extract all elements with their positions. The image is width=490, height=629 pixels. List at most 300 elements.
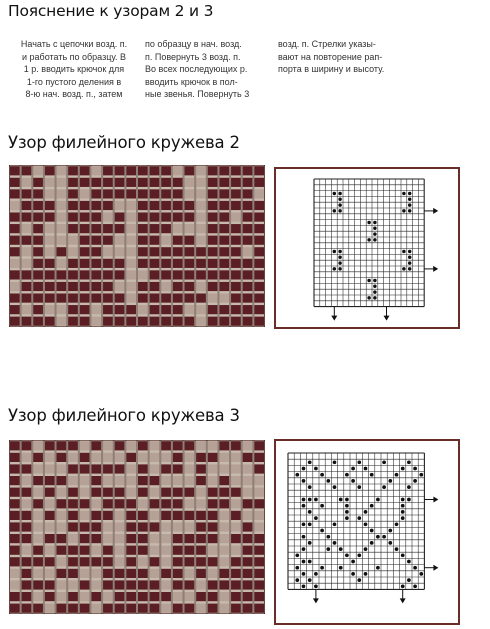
- filled-mesh-cell: [56, 579, 68, 591]
- chart-dot: [351, 467, 355, 471]
- filled-mesh-cell: [56, 234, 68, 246]
- filled-mesh-cell: [32, 463, 44, 475]
- filled-mesh-cell: [44, 521, 56, 533]
- yarn-post: [78, 165, 80, 327]
- chart-dot: [376, 566, 380, 570]
- chart-dot: [333, 460, 337, 464]
- filled-mesh-cell: [102, 452, 114, 464]
- filled-mesh-cell: [218, 521, 230, 533]
- filled-mesh-cell: [67, 579, 79, 591]
- yarn-post: [136, 165, 138, 327]
- text-line: по образцу в нач. возд.: [145, 39, 242, 49]
- filled-mesh-cell: [90, 568, 102, 580]
- filled-mesh-cell: [195, 440, 207, 452]
- filled-mesh-cell: [9, 258, 21, 270]
- filled-mesh-cell: [79, 475, 91, 487]
- text-line: ные звенья. Повернуть 3: [145, 89, 250, 99]
- filled-mesh-cell: [21, 177, 33, 189]
- filled-mesh-cell: [160, 234, 172, 246]
- filled-mesh-cell: [125, 281, 137, 293]
- filled-mesh-cell: [125, 223, 137, 235]
- filled-mesh-cell: [32, 521, 44, 533]
- chart-dot: [407, 498, 411, 502]
- filled-mesh-cell: [230, 463, 242, 475]
- filled-mesh-cell: [21, 498, 33, 510]
- chart-dot: [357, 460, 361, 464]
- yarn-post: [194, 165, 196, 327]
- filled-mesh-cell: [32, 486, 44, 498]
- filled-mesh-cell: [125, 292, 137, 304]
- chart-dot: [413, 584, 417, 588]
- chart-dot: [364, 467, 368, 471]
- filled-mesh-cell: [195, 177, 207, 189]
- filled-mesh-cell: [149, 568, 161, 580]
- chart-dot: [395, 522, 399, 526]
- chart-dot: [401, 498, 405, 502]
- chart-dot: [364, 572, 368, 576]
- chart-dot: [295, 473, 299, 477]
- filled-mesh-cell: [21, 258, 33, 270]
- filled-mesh-cell: [21, 246, 33, 258]
- yarn-post: [217, 165, 219, 327]
- yarn-post: [159, 165, 161, 327]
- filled-mesh-cell: [56, 521, 68, 533]
- yarn-post: [55, 440, 57, 614]
- filled-mesh-cell: [9, 281, 21, 293]
- chart-dot: [370, 504, 374, 508]
- filled-mesh-cell: [102, 475, 114, 487]
- filled-mesh-cell: [218, 292, 230, 304]
- filled-mesh-cell: [125, 246, 137, 258]
- filled-mesh-cell: [172, 475, 184, 487]
- filled-mesh-cell: [218, 510, 230, 522]
- filled-mesh-cell: [242, 475, 254, 487]
- filled-mesh-cell: [21, 223, 33, 235]
- chart-dot: [388, 479, 392, 483]
- filled-mesh-cell: [21, 304, 33, 316]
- text-line: возд. п. Стрелки указы-: [278, 39, 376, 49]
- yarn-post: [20, 440, 22, 614]
- chart-dot: [314, 467, 318, 471]
- filled-mesh-cell: [149, 440, 161, 452]
- yarn-post: [31, 165, 33, 327]
- filled-mesh-cell: [195, 165, 207, 177]
- chart-dot: [401, 553, 405, 557]
- chart-dot: [333, 209, 336, 212]
- chart-dot: [373, 227, 376, 230]
- filled-mesh-cell: [160, 602, 172, 614]
- filled-mesh-cell: [242, 486, 254, 498]
- filled-mesh-cell: [102, 246, 114, 258]
- filled-mesh-cell: [195, 486, 207, 498]
- filled-mesh-cell: [184, 463, 196, 475]
- filled-mesh-cell: [114, 200, 126, 212]
- filled-mesh-cell: [56, 463, 68, 475]
- chart-dot: [302, 467, 306, 471]
- yarn-post: [66, 165, 68, 327]
- explanation-column-2: [145, 38, 269, 101]
- chart-dot: [408, 256, 411, 259]
- filled-mesh-cell: [125, 269, 137, 281]
- filled-mesh-cell: [184, 568, 196, 580]
- yarn-post: [101, 440, 103, 614]
- filled-mesh-cell: [184, 591, 196, 603]
- filled-mesh-cell: [9, 579, 21, 591]
- pattern-2-chart-frame: [274, 167, 460, 329]
- chart-dot: [302, 584, 306, 588]
- filled-mesh-cell: [44, 304, 56, 316]
- chart-dot: [338, 250, 341, 253]
- filled-mesh-cell: [56, 591, 68, 603]
- chart-dot: [407, 578, 411, 582]
- chart-dot: [295, 553, 299, 557]
- chart-dot: [357, 553, 361, 557]
- filled-mesh-cell: [184, 223, 196, 235]
- chart-dot: [408, 250, 411, 253]
- filled-mesh-cell: [125, 440, 137, 452]
- chart-dot: [333, 541, 337, 545]
- chart-dot: [408, 209, 411, 212]
- filled-mesh-cell: [207, 440, 219, 452]
- chart-dot: [333, 192, 336, 195]
- filled-mesh-cell: [9, 568, 21, 580]
- chart-dot: [373, 290, 376, 293]
- yarn-post: [55, 165, 57, 327]
- text-line: Начать с цепочки возд. п.: [20, 39, 128, 49]
- chart-dot: [395, 473, 399, 477]
- filled-mesh-cell: [67, 452, 79, 464]
- filled-mesh-cell: [114, 475, 126, 487]
- filled-mesh-cell: [125, 200, 137, 212]
- chart-dot: [333, 250, 336, 253]
- chart-dot: [367, 238, 370, 241]
- yarn-post: [183, 440, 185, 614]
- filled-mesh-cell: [207, 475, 219, 487]
- filled-mesh-cell: [32, 591, 44, 603]
- filled-mesh-cell: [90, 544, 102, 556]
- chart-dot: [302, 522, 306, 526]
- chart-dot: [364, 522, 368, 526]
- yarn-post: [159, 440, 161, 614]
- chart-dot: [314, 572, 318, 576]
- filled-mesh-cell: [125, 463, 137, 475]
- filled-mesh-cell: [56, 486, 68, 498]
- filled-mesh-cell: [218, 602, 230, 614]
- filled-mesh-cell: [114, 234, 126, 246]
- yarn-post: [171, 440, 173, 614]
- yarn-post: [171, 165, 173, 327]
- chart-dot: [408, 203, 411, 206]
- filled-mesh-cell: [90, 498, 102, 510]
- chart-dot: [295, 566, 299, 570]
- filled-mesh-cell: [32, 165, 44, 177]
- chart-dot: [367, 221, 370, 224]
- chart-dot: [413, 566, 417, 570]
- chart-dot: [326, 479, 330, 483]
- arrow-head-icon: [433, 497, 438, 503]
- filled-mesh-cell: [230, 475, 242, 487]
- text-line: и работать по образцу. В: [22, 51, 126, 62]
- filled-mesh-cell: [67, 234, 79, 246]
- filled-mesh-cell: [79, 568, 91, 580]
- filled-mesh-cell: [195, 211, 207, 223]
- filled-mesh-cell: [125, 211, 137, 223]
- filled-mesh-cell: [218, 591, 230, 603]
- filled-mesh-cell: [56, 223, 68, 235]
- filled-mesh-cell: [114, 281, 126, 293]
- filled-mesh-cell: [114, 246, 126, 258]
- filled-mesh-cell: [184, 475, 196, 487]
- chart-dot: [333, 485, 337, 489]
- explanation-column-1: [10, 38, 138, 101]
- chart-dot: [339, 498, 343, 502]
- text-line: 1-го пустого деления в: [26, 76, 122, 87]
- chart-dot: [345, 504, 349, 508]
- arrow-head-icon: [433, 565, 438, 571]
- filled-mesh-cell: [114, 544, 126, 556]
- chart-dot: [408, 198, 411, 201]
- filled-mesh-cell: [32, 440, 44, 452]
- filled-mesh-cell: [218, 533, 230, 545]
- filled-mesh-cell: [149, 486, 161, 498]
- filled-mesh-cell: [125, 475, 137, 487]
- filled-mesh-cell: [114, 510, 126, 522]
- yarn-post: [252, 165, 254, 327]
- chart-dot: [314, 516, 318, 520]
- filled-mesh-cell: [218, 463, 230, 475]
- chart-dot: [413, 467, 417, 471]
- filled-mesh-cell: [56, 556, 68, 568]
- chart-dot: [376, 535, 380, 539]
- chart-dot: [338, 209, 341, 212]
- chart-dot: [408, 192, 411, 195]
- chart-dot: [320, 473, 324, 477]
- filled-mesh-cell: [56, 188, 68, 200]
- text-line: вают на повторение рап-: [278, 51, 383, 62]
- text-line: 8-ю нач. возд. п., затем: [25, 89, 123, 99]
- filled-mesh-cell: [253, 510, 265, 522]
- text-line: порта в ширину и высоту.: [278, 64, 385, 74]
- yarn-post: [101, 165, 103, 327]
- arrow-head-icon: [400, 598, 406, 603]
- filled-mesh-cell: [137, 498, 149, 510]
- chart-dot: [320, 529, 324, 533]
- pattern-3-photo: [9, 440, 265, 614]
- filled-mesh-cell: [32, 533, 44, 545]
- filled-mesh-cell: [242, 246, 254, 258]
- chart-dot: [351, 479, 355, 483]
- yarn-post: [20, 165, 22, 327]
- yarn-post: [78, 440, 80, 614]
- chart-dot: [338, 256, 341, 259]
- filled-mesh-cell: [207, 463, 219, 475]
- yarn-post: [206, 165, 208, 327]
- filled-mesh-cell: [184, 177, 196, 189]
- filled-mesh-cell: [21, 475, 33, 487]
- chart-dot: [407, 560, 411, 564]
- filled-mesh-cell: [172, 521, 184, 533]
- chart-dot: [302, 504, 306, 508]
- filled-mesh-cell: [79, 510, 91, 522]
- filled-mesh-cell: [90, 315, 102, 327]
- filled-mesh-cell: [184, 498, 196, 510]
- chart-dot: [419, 473, 423, 477]
- chart-dot: [308, 498, 312, 502]
- filled-mesh-cell: [160, 533, 172, 545]
- chart-dot: [367, 279, 370, 282]
- filled-mesh-cell: [90, 452, 102, 464]
- filled-mesh-cell: [44, 544, 56, 556]
- pattern-3-chart: [276, 441, 458, 623]
- filled-mesh-cell: [114, 533, 126, 545]
- text-line: 1 р. вводить крючок для: [23, 64, 125, 74]
- arrow-head-icon: [331, 316, 337, 321]
- chart-dot: [370, 529, 374, 533]
- filled-mesh-cell: [230, 452, 242, 464]
- filled-mesh-cell: [21, 544, 33, 556]
- yarn-post: [148, 440, 150, 614]
- yarn-post: [113, 165, 115, 327]
- filled-mesh-cell: [56, 510, 68, 522]
- arrow-head-icon: [384, 316, 390, 321]
- yarn-post: [124, 440, 126, 614]
- filled-mesh-cell: [149, 510, 161, 522]
- filled-mesh-cell: [56, 177, 68, 189]
- filled-mesh-cell: [114, 556, 126, 568]
- filled-mesh-cell: [90, 579, 102, 591]
- filled-mesh-cell: [79, 188, 91, 200]
- filled-mesh-cell: [56, 200, 68, 212]
- yarn-post: [183, 165, 185, 327]
- filled-mesh-cell: [253, 486, 265, 498]
- filled-mesh-cell: [195, 304, 207, 316]
- filled-mesh-cell: [160, 452, 172, 464]
- filled-mesh-cell: [160, 544, 172, 556]
- yarn-post: [31, 440, 33, 614]
- filled-mesh-cell: [230, 521, 242, 533]
- chart-dot: [402, 250, 405, 253]
- filled-mesh-cell: [207, 544, 219, 556]
- filled-mesh-cell: [242, 463, 254, 475]
- chart-dot: [320, 566, 324, 570]
- filled-mesh-cell: [56, 165, 68, 177]
- filled-mesh-cell: [160, 281, 172, 293]
- filled-mesh-cell: [102, 533, 114, 545]
- chart-dot: [338, 203, 341, 206]
- pattern-3-title: Узор филейного кружева 3: [8, 406, 240, 425]
- filled-mesh-cell: [102, 440, 114, 452]
- chart-dot: [302, 479, 306, 483]
- filled-mesh-cell: [149, 463, 161, 475]
- chart-dot: [339, 547, 343, 551]
- chart-dot: [376, 498, 380, 502]
- yarn-post: [252, 440, 254, 614]
- yarn-post: [206, 440, 208, 614]
- filled-mesh-cell: [90, 304, 102, 316]
- chart-dot: [308, 522, 312, 526]
- filled-mesh-cell: [207, 568, 219, 580]
- filled-mesh-cell: [44, 223, 56, 235]
- filled-mesh-cell: [137, 304, 149, 316]
- chart-dot: [373, 232, 376, 235]
- chart-dot: [370, 541, 374, 545]
- filled-mesh-cell: [184, 188, 196, 200]
- chart-dot: [302, 498, 306, 502]
- chart-dot: [401, 510, 405, 514]
- chart-dot: [351, 572, 355, 576]
- chart-dot: [357, 578, 361, 582]
- chart-dot: [382, 460, 386, 464]
- filled-mesh-cell: [44, 463, 56, 475]
- explanation-column-3: [278, 38, 402, 76]
- chart-dot: [373, 285, 376, 288]
- chart-dot: [413, 479, 417, 483]
- yarn-post: [229, 440, 231, 614]
- chart-dot: [408, 261, 411, 264]
- chart-dot: [295, 578, 299, 582]
- filled-mesh-cell: [137, 269, 149, 281]
- chart-dot: [364, 510, 368, 514]
- chart-dot: [388, 541, 392, 545]
- filled-mesh-cell: [184, 452, 196, 464]
- filled-mesh-cell: [56, 304, 68, 316]
- filled-mesh-cell: [114, 452, 126, 464]
- filled-mesh-cell: [172, 223, 184, 235]
- chart-dot: [314, 498, 318, 502]
- pattern-2-photo: [9, 165, 265, 327]
- filled-mesh-cell: [184, 304, 196, 316]
- filled-mesh-cell: [102, 591, 114, 603]
- chart-dot: [382, 535, 386, 539]
- chart-dot: [308, 485, 312, 489]
- filled-mesh-cell: [90, 165, 102, 177]
- chart-dot: [408, 267, 411, 270]
- filled-mesh-cell: [125, 258, 137, 270]
- arrow-head-icon: [433, 208, 438, 214]
- yarn-post: [229, 165, 231, 327]
- text-line: п. Повернуть 3 возд. п.: [145, 51, 241, 62]
- filled-mesh-cell: [137, 556, 149, 568]
- chart-dot: [401, 516, 405, 520]
- chart-dot: [333, 522, 337, 526]
- filled-mesh-cell: [195, 602, 207, 614]
- filled-mesh-cell: [195, 579, 207, 591]
- chart-dot: [345, 516, 349, 520]
- filled-mesh-cell: [218, 556, 230, 568]
- chart-dot: [364, 547, 368, 551]
- text-line: вводить крючок в пол-: [145, 76, 238, 87]
- chart-dot: [402, 209, 405, 212]
- filled-mesh-cell: [44, 452, 56, 464]
- filled-mesh-cell: [137, 452, 149, 464]
- chart-dot: [345, 473, 349, 477]
- chart-dot: [302, 535, 306, 539]
- chart-dot: [302, 547, 306, 551]
- filled-mesh-cell: [44, 568, 56, 580]
- yarn-post: [194, 440, 196, 614]
- filled-mesh-cell: [125, 234, 137, 246]
- filled-mesh-cell: [125, 486, 137, 498]
- filled-mesh-cell: [195, 200, 207, 212]
- filled-mesh-cell: [9, 200, 21, 212]
- filled-mesh-cell: [44, 234, 56, 246]
- chart-dot: [302, 572, 306, 576]
- chart-dot: [308, 541, 312, 545]
- filled-mesh-cell: [230, 498, 242, 510]
- chart-dot: [308, 510, 312, 514]
- filled-mesh-cell: [195, 234, 207, 246]
- chart-dot: [373, 296, 376, 299]
